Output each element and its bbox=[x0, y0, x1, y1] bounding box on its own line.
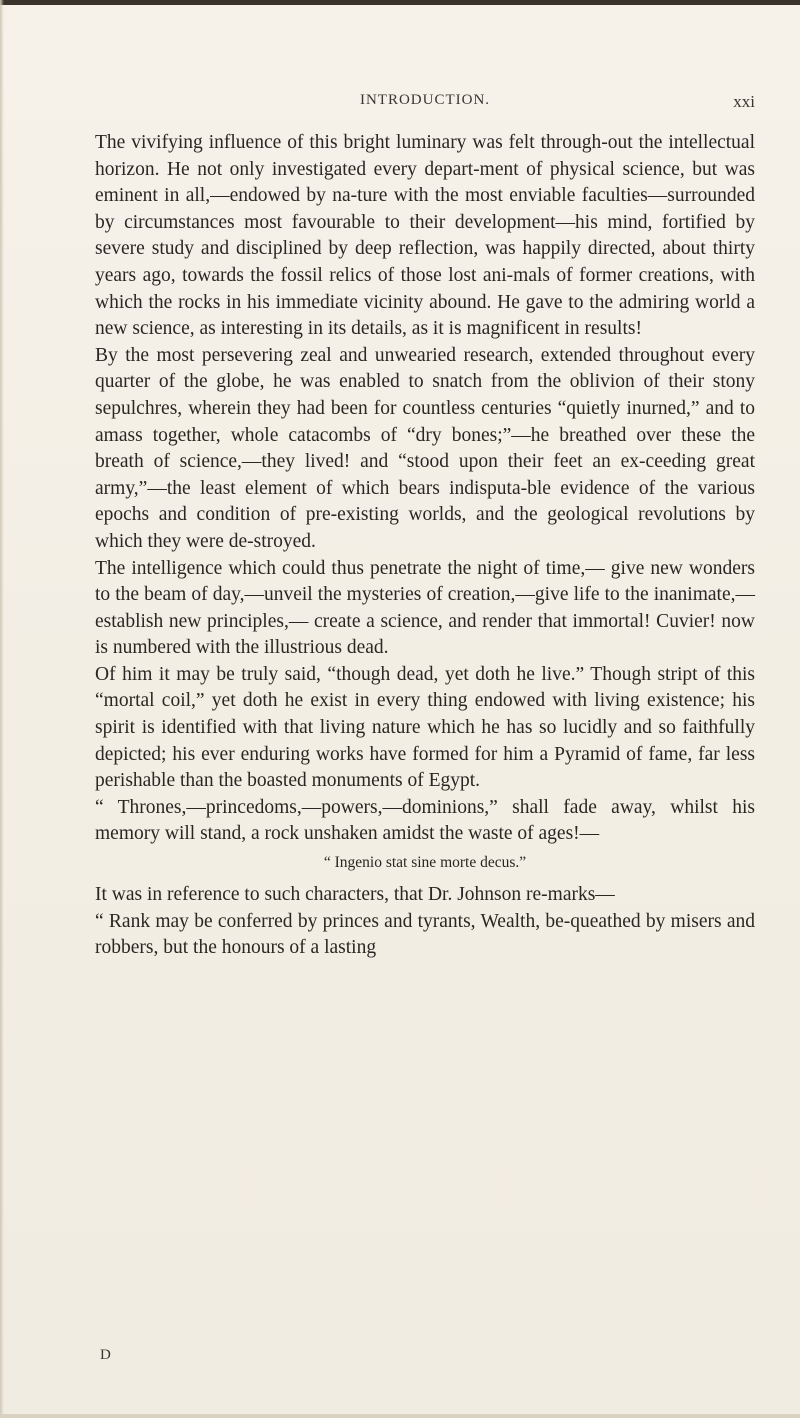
paragraph-3: The intelligence which could thus penetrate the night of time,— give new wonders to the beam of day,—unveil the mysteries of creation,—give life to the inanimate,—establish new principles,— create a science, and render that immortal! Cuvier! now is numbered with the illustrious dead. bbox=[95, 557, 755, 659]
top-page-edge bbox=[0, 0, 800, 5]
bottom-page-edge bbox=[0, 1414, 800, 1418]
latin-quotation: “ Ingenio stat sine morte decus.” bbox=[323, 854, 527, 872]
page-number: xxi bbox=[733, 92, 755, 111]
paragraph-5: “ Thrones,—princedoms,—powers,—dominions,” shall fade away, whilst his memory will stand, a rock unshaken amidst the waste of ages!— bbox=[95, 796, 755, 845]
paragraph-2: By the most persevering zeal and unwearied research, extended throughout every quarter of the globe, he was enabled to snatch from the oblivion of their stony sepulchres, wherein they had been for countless centuries “quietly inurned,” and to amass together, whole catacombs of “dry bones;”—he breathed over these the breath of science,—they lived! and “stood upon their feet an ex-ceeding great army,”—the least element of which bears indisputa-ble evidence of the various epochs and condition of pre-existing worlds, and the geological revolutions by which they were de-stroyed. bbox=[95, 344, 755, 552]
body-text bbox=[95, 130, 755, 962]
left-page-edge bbox=[0, 0, 4, 1418]
page-header bbox=[95, 92, 755, 114]
paragraph-1: The vivifying influence of this bright luminary was felt through-out the intellectual horizon. He not only investigated every depart-ment of physical science, but was eminent in all,—endowed by na-ture with the most enviable faculties—surrounded by circumstances most favourable to their development—his mind, fortified by severe study and disciplined by deep reflection, was happily directed, about thirty years ago, towards the fossil relics of those lost ani-mals of former creations, with which the rocks in his immediate vicinity abound. He gave to the admiring world a new science, as interesting in its details, as it is magnificent in results! bbox=[95, 132, 755, 340]
running-head: INTRODUCTION. bbox=[359, 92, 491, 108]
signature-mark: D bbox=[100, 1347, 111, 1363]
paragraph-6: It was in reference to such characters, that Dr. Johnson re-marks— bbox=[95, 884, 615, 906]
paragraph-4: Of him it may be truly said, “though dead, yet doth he live.” Though stript of this “mortal coil,” yet doth he exist in every thing endowed with living existence; his spirit is identified with that living nature which he has so lucidly and so faithfully depicted; his ever enduring works have formed for him a Pyramid of fame, far less perishable than the boasted monuments of Egypt. bbox=[95, 663, 755, 792]
paragraph-7: “ Rank may be conferred by princes and tyrants, Wealth, be-queathed by misers and robbers, but the honours of a lasting bbox=[95, 910, 755, 959]
